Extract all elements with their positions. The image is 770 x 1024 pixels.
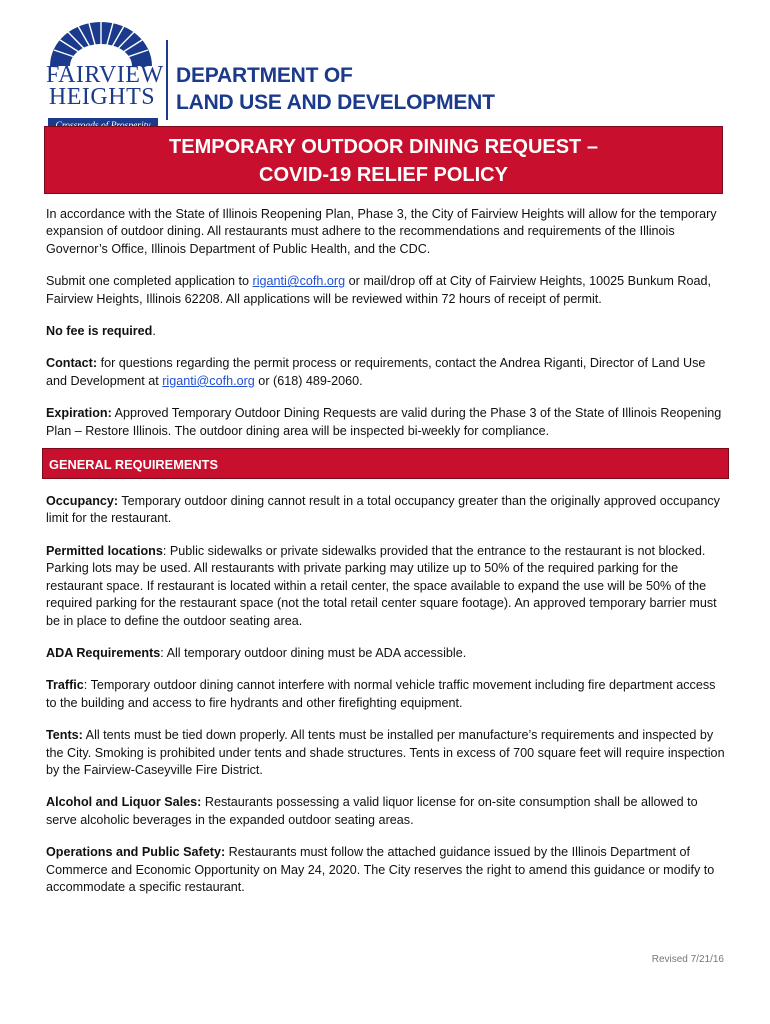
- contact-text: for questions regarding the permit process or requirements, contact the Andrea Riganti, Director of Land Use and Development at: [46, 356, 706, 388]
- submit-text-pre: Submit one completed application to: [46, 274, 253, 289]
- operations-paragraph: [46, 844, 726, 896]
- fee-period: .: [152, 324, 156, 339]
- contact-phone: or (618) 489-2060.: [254, 373, 363, 388]
- tents-label: Tents:: [46, 728, 83, 743]
- tents-paragraph: [46, 727, 726, 779]
- alcohol-text: Restaurants possessing a valid liquor license for on-site consumption shall be allowed to serve alcoholic beverages in the expanded outdoor seating areas.: [46, 795, 698, 827]
- document-title-banner: [44, 126, 723, 194]
- department-heading: [176, 62, 495, 116]
- logo-name-line1: FAIRVIEW: [46, 62, 164, 88]
- permitted-label: Permitted locations: [46, 543, 163, 558]
- alcohol-paragraph: [46, 794, 726, 829]
- ada-paragraph: [46, 645, 726, 662]
- title-line1: TEMPORARY OUTDOOR DINING REQUEST –: [169, 136, 598, 158]
- ada-label: ADA Requirements: [46, 645, 161, 660]
- traffic-paragraph: [46, 677, 726, 712]
- general-requirements-header: GENERAL REQUIREMENTS: [42, 448, 729, 479]
- ada-text: : All temporary outdoor dining must be ADA accessible.: [160, 645, 467, 660]
- occupancy-paragraph: [46, 493, 726, 528]
- department-line2: LAND USE AND DEVELOPMENT: [176, 91, 495, 114]
- operations-text: Restaurants must follow the attached guidance issued by the Illinois Department of Commerce and Economic Opportunity on May 24, 2020. The City reserves the right to amend this guidance or modify to accommodate a specific restaurant.: [46, 845, 715, 894]
- traffic-label: Traffic: [46, 678, 84, 693]
- title-line2: COVID-19 RELIEF POLICY: [259, 164, 508, 186]
- document-body: [46, 206, 726, 896]
- permitted-locations-paragraph: [46, 543, 726, 630]
- operations-label: Operations and Public Safety:: [46, 845, 226, 860]
- expiration-paragraph: [46, 405, 726, 440]
- header-divider: [166, 40, 168, 120]
- department-line1: DEPARTMENT OF: [176, 64, 353, 87]
- logo-name-line2: HEIGHTS: [48, 84, 156, 110]
- tents-text: All tents must be tied down properly. All tents must be installed per manufacture’s requirements and inspected by the City. Smoking is prohibited under tents and shade structures. Tents in excess of 700 square feet will require inspection by the Fairview-Caseyville Fire District.: [46, 728, 725, 777]
- city-logo: [40, 20, 162, 124]
- contact-email-link[interactable]: riganti@cofh.org: [162, 373, 255, 388]
- submit-email-link[interactable]: riganti@cofh.org: [252, 274, 346, 289]
- occupancy-text: Temporary outdoor dining cannot result in a total occupancy greater than the originally approved occupancy limit for the restaurant.: [46, 494, 720, 526]
- submit-text-post: or mail/drop off at City of Fairview Heights, 10025 Bunkum Road, Fairview Heights, Illinois 62208. All applications will be reviewed within 72 hours of receipt of permit.: [46, 274, 711, 306]
- traffic-text: : Temporary outdoor dining cannot interfere with normal vehicle traffic movement including fire department access to the building and access to fire hydrants and other firefighting equipment.: [46, 678, 716, 710]
- occupancy-label: Occupancy:: [46, 494, 119, 509]
- expiration-text: Approved Temporary Outdoor Dining Requests are valid during the Phase 3 of the State of Illinois Reopening Plan – Restore Illinois. The outdoor dining area will be inspected bi-weekly for compliance.: [46, 406, 722, 438]
- expiration-label: Expiration:: [46, 406, 112, 421]
- alcohol-label: Alcohol and Liquor Sales:: [46, 795, 202, 810]
- permitted-text: : Public sidewalks or private sidewalks provided that the entrance to the restaurant is not blocked. Parking lots may be used. All restaurants with private parking may utilize up to 50% of the required parking for the restaurant space. If restaurant is located within a retail center, the space available to expand the use will be 50% of the required parking for the restaurant space (not the total retail center square footage). An approved temporary barrier must be in place to define the outdoor seating area.: [46, 543, 717, 628]
- revision-date: Revised 7/21/16: [651, 954, 724, 965]
- contact-paragraph: [46, 355, 726, 390]
- fee-paragraph: [46, 323, 726, 340]
- intro-paragraph: In accordance with the State of Illinois Reopening Plan, Phase 3, the City of Fairview Heights will allow for the temporary expansion of outdoor dining. All restaurants must adhere to the recommendations and requirements of the Illinois Governor’s Office, Illinois Department of Public Health, and the CDC.: [46, 207, 717, 256]
- fee-label: No fee is required: [46, 324, 153, 339]
- contact-label: Contact:: [46, 356, 98, 371]
- submit-paragraph: [46, 273, 726, 308]
